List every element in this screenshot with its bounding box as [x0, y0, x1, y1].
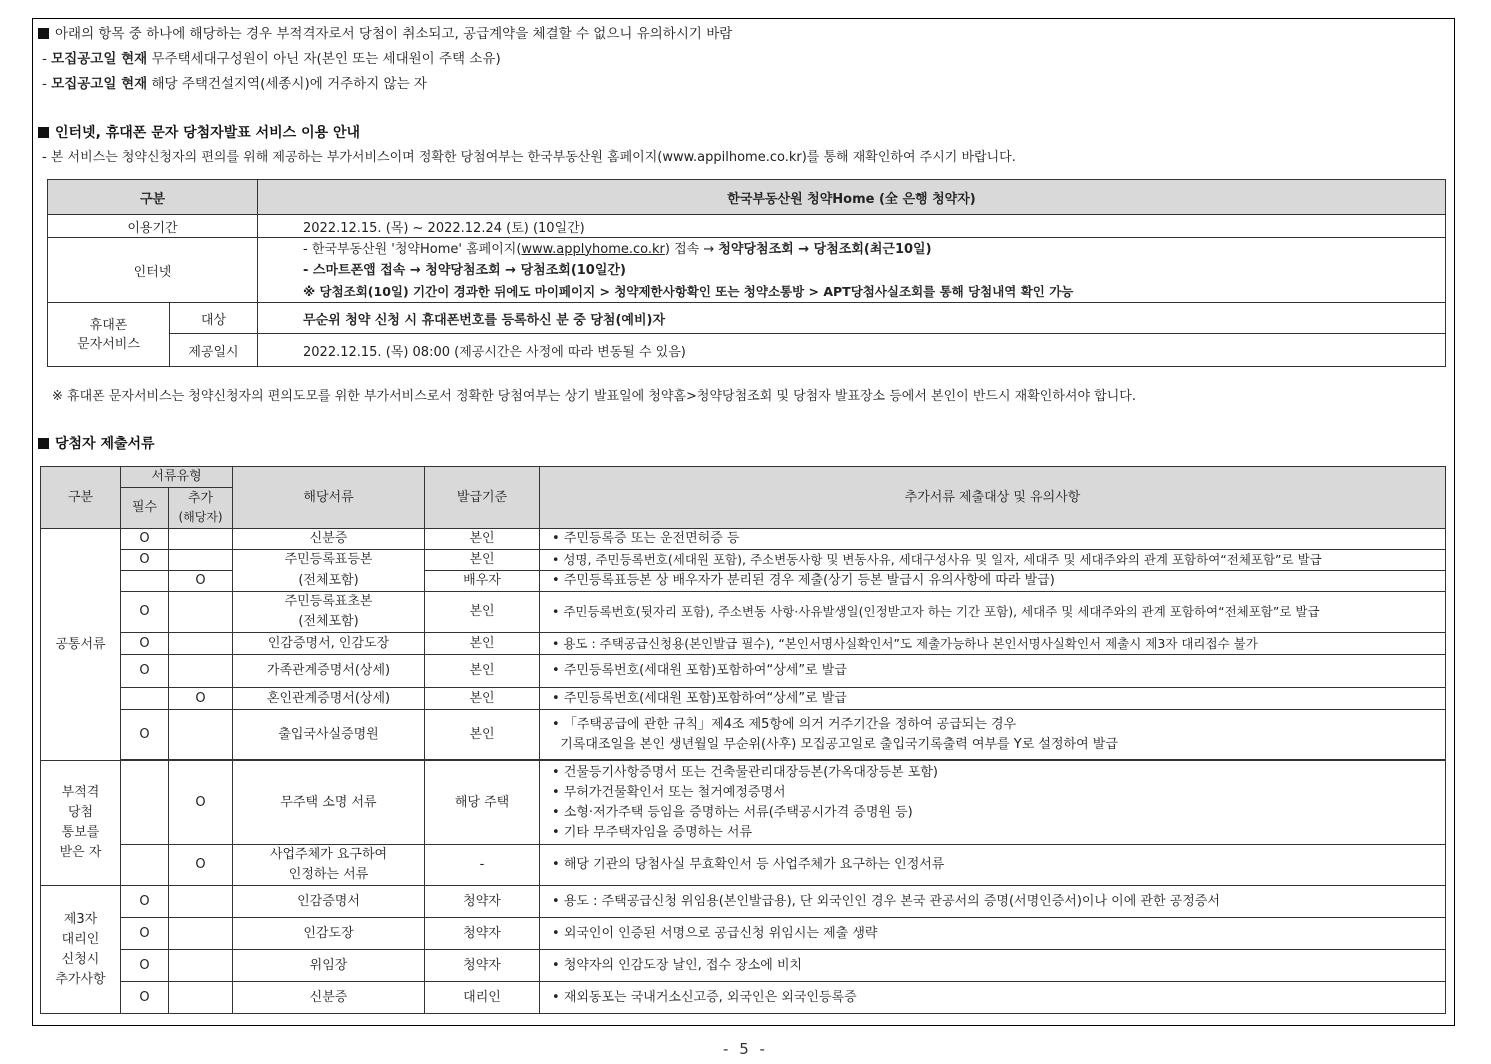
doc-name: 신분증 [233, 982, 425, 1014]
doc-name: 가족관계증명서(상세) [233, 655, 425, 688]
required-mark: O [121, 982, 169, 1014]
doc-issuer: 본인 [425, 655, 540, 688]
table-row [41, 982, 1446, 1014]
table-row [41, 761, 1446, 845]
doc-remark: • 주민등록표등본 상 배우자가 분리된 경우 제출(상기 등본 발급시 유의사항에 따라 발급) [540, 571, 1446, 592]
doc-issuer: 배우자 [425, 571, 540, 592]
table-row [41, 655, 1446, 688]
group-common: 공통서류 [41, 529, 121, 761]
doc-remark: • 용도 : 주택공급신청용(본인발급 필수), “본인서명사실확인서”도 제출가능하나 본인서명사실확인서 제출시 제3자 대리접수 불가 [540, 633, 1446, 655]
required-mark: O [121, 592, 169, 633]
table-row [41, 633, 1446, 655]
doc-issuer: 본인 [425, 529, 540, 550]
required-mark: O [121, 655, 169, 688]
required-mark: O [121, 710, 169, 760]
doc-name: 인감증명서 [233, 886, 425, 918]
internet-label: 인터넷 [48, 238, 258, 303]
notice-item-2: - 모집공고일 현재 해당 주택건설지역(세종시)에 거주하지 않는 자 [42, 76, 427, 92]
doc-issuer: 대리인 [425, 982, 540, 1014]
additional-mark: O [169, 761, 233, 845]
period-label: 이용기간 [48, 215, 258, 238]
doc-remark: • 주민등록번호(세대원 포함)포함하여“상세”로 발급 [540, 655, 1446, 688]
doc-issuer: 해당 주택 [425, 761, 540, 845]
service-heading: 인터넷, 휴대폰 문자 당첨자발표 서비스 이용 안내 [38, 124, 360, 142]
docs-table [40, 466, 1446, 1014]
docs-header-type: 서류유형 [121, 467, 233, 488]
table-row [41, 550, 1446, 571]
doc-remark: • 성명, 주민등록번호(세대원 포함), 주소변동사항 및 변동사유, 세대구성사유 및 일자, 세대주 및 세대주와의 관계 포함하여“전체포함”로 발급 [540, 550, 1446, 571]
notice-heading: 아래의 항목 중 하나에 해당하는 경우 부적격자로서 당첨이 취소되고, 공급계약을 체결할 수 없으니 유의하시기 바람 [38, 25, 732, 43]
internet-value [258, 238, 1446, 303]
provide-label: 제공일시 [170, 334, 258, 367]
doc-issuer: - [425, 845, 540, 886]
internet-line-3: ※ 당첨조회(10일) 기간이 경과한 뒤에도 마이페이지 > 청약제한사항확인 또는 청약소통방 > APT당첨사실조회를 통해 당첨내역 확인 가능 [303, 283, 1074, 299]
additional-mark: O [169, 845, 233, 886]
docs-header-issuer: 발급기준 [425, 467, 540, 529]
target-label: 대상 [170, 303, 258, 334]
table-row [41, 592, 1446, 633]
square-bullet-icon [38, 127, 49, 138]
doc-name: 인감도장 [233, 918, 425, 950]
doc-remark: • 해당 기관의 당첨사실 무효확인서 등 사업주체가 요구하는 인정서류 [540, 845, 1446, 886]
table-row [41, 571, 1446, 592]
doc-remark: • 용도 : 주택공급신청 위임용(본인발급용), 단 외국인인 경우 본국 관공서의 증명(서명인증서)이나 이에 관한 공정증서 [540, 886, 1446, 918]
table-row [41, 950, 1446, 982]
additional-mark: O [169, 688, 233, 710]
service-col-header: 구분 [48, 180, 258, 215]
table-row [41, 688, 1446, 710]
group-ineligible: 부적격 당첨 통보를 받은 자 [41, 761, 121, 886]
required-mark: O [121, 550, 169, 571]
doc-name: 인감증명서, 인감도장 [233, 633, 425, 655]
doc-name: 혼인관계증명서(상세) [233, 688, 425, 710]
doc-name: 신분증 [233, 529, 425, 550]
docs-header-required: 필수 [121, 488, 169, 529]
service-note: ※ 휴대폰 문자서비스는 청약신청자의 편의도모를 위한 부가서비스로서 정확한 당첨여부는 상기 발표일에 청약홈>청약당첨조회 및 당첨자 발표장소 등에서 본인이 반드시 재확인하셔야 합니다. [52, 389, 1136, 404]
table-row [41, 529, 1446, 550]
service-home-header: 한국부동산원 청약Home (全 은행 청약자) [258, 180, 1446, 215]
doc-name: 주민등록표등본 [233, 550, 425, 571]
doc-issuer: 청약자 [425, 886, 540, 918]
docs-header-remarks: 추가서류 제출대상 및 유의사항 [540, 467, 1446, 529]
required-mark: O [121, 918, 169, 950]
doc-remark: • 「주택공급에 관한 규칙」제4조 제5항에 의거 거주기간을 정하여 공급되는 경우 기록대조일을 본인 생년월일 무순위(사후) 모집공고일로 출입국기록출력 여부를 Y로 설정하여 발급 [540, 710, 1446, 760]
doc-remark: • 주민등록증 또는 운전면허증 등 [540, 529, 1446, 550]
mobile-label: 휴대폰 문자서비스 [48, 303, 170, 367]
notice-item-1: - 모집공고일 현재 무주택세대구성원이 아닌 자(본인 또는 세대원이 주택 소유) [42, 51, 501, 67]
doc-remark: • 건물등기사항증명서 또는 건축물관리대장등본(가옥대장등본 포함) • 무허가건물확인서 또는 철거예정증명서 • 소형·저가주택 등임을 증명하는 서류(주택공시가격 증명원 등) • 기타 무주택자임을 증명하는 서류 [540, 761, 1446, 845]
docs-header-additional: 추가 (해당자) [169, 488, 233, 529]
service-table [47, 179, 1446, 367]
target-value: 무순위 청약 신청 시 휴대폰번호를 등록하신 분 중 당첨(예비)자 [258, 303, 1446, 334]
required-mark: O [121, 529, 169, 550]
service-desc: - 본 서비스는 청약신청자의 편의를 위해 제공하는 부가서비스이며 정확한 당첨여부는 한국부동산원 홈페이지(www.appilhome.co.kr)를 통해 재확인하여 주시기 바랍니다. [42, 150, 1016, 165]
period-value: 2022.12.15. (목) ~ 2022.12.24 (토) (10일간) [258, 215, 1446, 238]
doc-issuer: 청약자 [425, 918, 540, 950]
docs-header-category: 구분 [41, 467, 121, 529]
doc-name: (전체포함) [233, 571, 425, 592]
table-row [41, 886, 1446, 918]
table-row [41, 845, 1446, 886]
doc-remark: • 재외동포는 국내거소신고증, 외국인은 외국인등록증 [540, 982, 1446, 1014]
doc-name: 주민등록표초본 (전체포함) [233, 592, 425, 633]
doc-issuer: 본인 [425, 592, 540, 633]
doc-issuer: 본인 [425, 633, 540, 655]
required-mark: O [121, 886, 169, 918]
doc-remark: • 청약자의 인감도장 날인, 접수 장소에 비치 [540, 950, 1446, 982]
doc-name: 위임장 [233, 950, 425, 982]
doc-issuer: 본인 [425, 710, 540, 760]
internet-line-1: - 한국부동산원 '청약Home' 홈페이지(www.applyhome.co.kr) 접속 → 청약당첨조회 → 당첨조회(최근10일) [303, 241, 932, 257]
doc-remark: • 외국인이 인증된 서명으로 공급신청 위임시는 제출 생략 [540, 918, 1446, 950]
doc-issuer: 본인 [425, 688, 540, 710]
internet-line-2: - 스마트폰앱 접속 → 청약당첨조회 → 당첨조회(10일간) [303, 262, 626, 278]
square-bullet-icon [38, 438, 49, 449]
doc-remark: • 주민등록번호(세대원 포함)포함하여“상세”로 발급 [540, 688, 1446, 710]
doc-remark: • 주민등록번호(뒷자리 포함), 주소변동 사항·사유발생일(인정받고자 하는 기간 포함), 세대주 및 세대주와의 관계 포함하여“전체포함”로 발급 [540, 592, 1446, 633]
docs-heading: 당첨자 제출서류 [38, 435, 155, 453]
applyhome-link[interactable]: www.applyhome.co.kr [521, 241, 665, 257]
provide-value: 2022.12.15. (목) 08:00 (제공시간은 사정에 따라 변동될 수 있음) [258, 334, 1446, 367]
doc-name: 무주택 소명 서류 [233, 761, 425, 845]
table-row [41, 918, 1446, 950]
doc-name: 출입국사실증명원 [233, 710, 425, 760]
required-mark: O [121, 633, 169, 655]
docs-header-document: 해당서류 [233, 467, 425, 529]
required-mark: O [121, 950, 169, 982]
square-bullet-icon [38, 28, 49, 39]
table-row [41, 710, 1446, 760]
doc-issuer: 청약자 [425, 950, 540, 982]
group-third-party: 제3자 대리인 신청시 추가사항 [41, 886, 121, 1014]
page-number: - 5 - [723, 1040, 768, 1058]
doc-issuer: 본인 [425, 550, 540, 571]
additional-mark: O [169, 571, 233, 592]
doc-name: 사업주체가 요구하여 인정하는 서류 [233, 845, 425, 886]
